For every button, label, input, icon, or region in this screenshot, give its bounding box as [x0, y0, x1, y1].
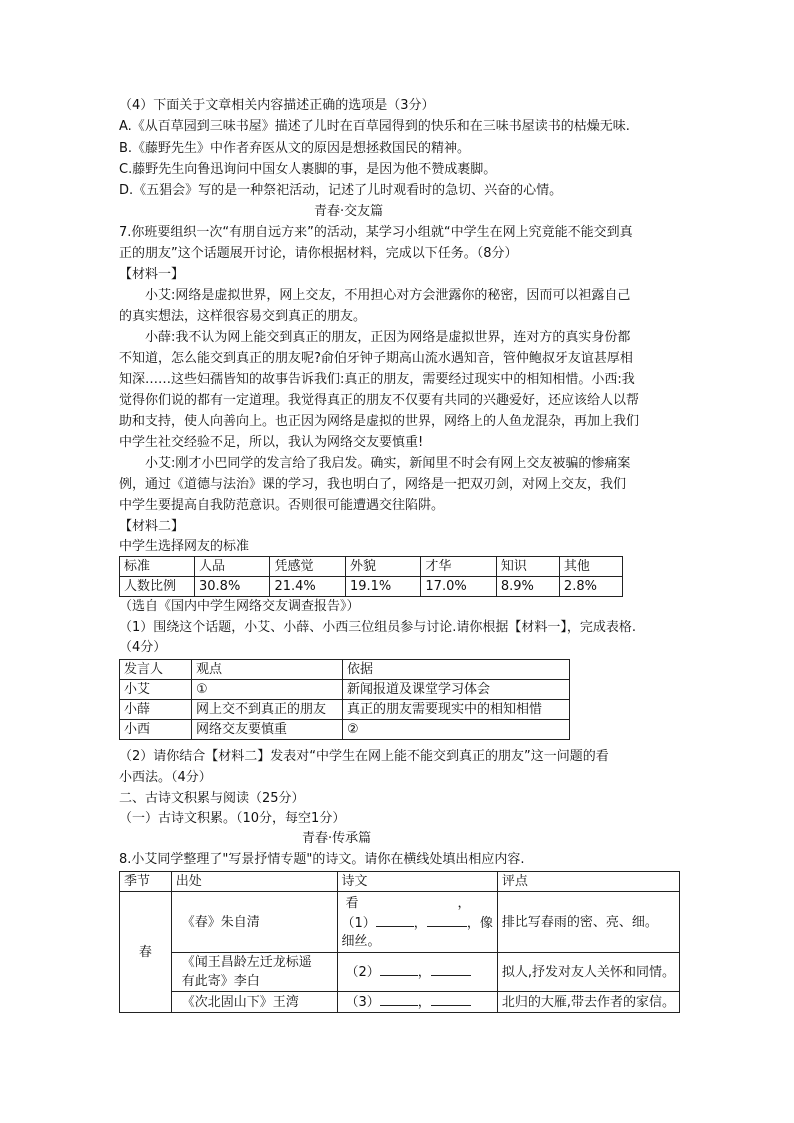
table-row [120, 660, 570, 680]
answer-blank-2[interactable]: ② [343, 720, 570, 740]
q7-stem-line2: 正的朋友”这个话题展开讨论，请你根据材料，完成以下任务。（8分） [119, 246, 518, 261]
table-cell: 凭感觉 [270, 557, 345, 577]
source-line: 《闻王昌龄左迁龙标遥 [181, 955, 312, 970]
poem-text: 看 [345, 895, 359, 911]
table-cell: 拟人,抒发对友人关怀和同情。 [497, 953, 679, 992]
material1-para2-line: 小薛:我不认为网上能交到真正的朋友，正因为网络是虚拟世界，连对方的真实身份都 [145, 330, 631, 345]
material1-para2-line: 中学生社交经验不足，所以，我认为网络交友要慎重! [119, 435, 424, 450]
q7-sub2-line2: 小西法。（4分） [119, 770, 212, 785]
part2-title: 二、古诗文积累与阅读（25分） [119, 791, 305, 806]
poem-text: （1） [341, 915, 376, 931]
material1-para2-line: 不知道，怎么能交到真正的朋友呢?俞伯牙钟子期高山流水遇知音，管仲鲍叔牙友谊甚厚相 [119, 351, 633, 366]
material1-para3-line: 例，通过《道德与法治》课的学习，我也明白了，网络是一把双刃剑，对网上交友，我们 [119, 477, 627, 492]
answer-blank-1[interactable]: ① [192, 680, 343, 700]
poem-text: （2） [345, 965, 380, 980]
table-cell: 小西 [120, 720, 192, 740]
table-cell: 21.4% [270, 577, 345, 597]
table-cell: 出处 [171, 872, 337, 892]
poem-cell-3 [337, 992, 497, 1013]
table-row [120, 892, 680, 953]
q4-option-d: D.《五猖会》写的是一种祭祀活动，记述了儿时观看时的急切、兴奋的心情。 [119, 183, 563, 198]
fill-blank[interactable] [376, 913, 414, 927]
table-cell: 30.8% [195, 577, 270, 597]
table-row [120, 557, 623, 577]
table-row [120, 680, 570, 700]
table-cell: 网络交友要慎重 [192, 720, 343, 740]
table-cell: 《春》朱自清 [171, 892, 337, 953]
table-cell: 外貌 [345, 557, 420, 577]
material1-title: 【材料一】 [119, 267, 185, 282]
table-cell: 其他 [559, 557, 622, 577]
table-cell: 《次北固山下》王湾 [171, 992, 337, 1013]
table-cell: 依据 [343, 660, 570, 680]
q4-option-a: A.《从百草园到三味书屋》描述了儿时在百草园得到的快乐和在三味书屋读书的枯燥无味. [119, 119, 630, 134]
material1-para3-line: 小艾:刚才小巴同学的发言给了我启发。确实，新闻里不时会有网上交友被骗的惨痛案 [145, 456, 631, 471]
poem-text: （3） [345, 995, 380, 1010]
source-line: 有此寄》李白 [181, 974, 260, 989]
table-cell: 北归的大雁,带去作者的家信。 [497, 992, 679, 1013]
view-table [119, 659, 570, 740]
fill-blank[interactable] [380, 962, 418, 976]
poem-cell-2 [337, 953, 497, 992]
table-cell: 8.9% [496, 577, 559, 597]
section-heading-heritage: 青春·传承篇 [302, 831, 372, 846]
stats-table [119, 556, 623, 597]
q7-sub1-line2: （4分） [119, 640, 167, 655]
poem-cell-1 [337, 892, 497, 953]
source-cell [171, 953, 337, 992]
poem-punct: ， [413, 915, 427, 931]
table-cell: 发言人 [120, 660, 192, 680]
material1-para2-line: 知深……这些妇孺皆知的故事告诉我们:真正的朋友，需要经过现实中的相知相惜。小西:我 [119, 372, 635, 387]
table-cell: 排比写春雨的密、亮、细。 [497, 892, 679, 953]
material1-para1-line: 的真实想法，这样很容易交到真正的朋友。 [119, 309, 367, 324]
q4-stem: （4）下面关于文章相关内容描述正确的选项是（3分） [119, 98, 435, 113]
material1-para2-line: 觉得你们说的都有一定道理。我觉得真正的朋友不仅要有共同的兴趣爱好，还应该给人以帮 [119, 393, 640, 408]
material1-para2-line: 助和支持，使人向善向上。也正因为网络是虚拟的世界，网络上的人鱼龙混杂，再加上我们 [119, 414, 640, 429]
survey-source: （选自《国内中学生网络交友调查报告》） [119, 599, 360, 614]
q8-stem: 8.小艾同学整理了"写景抒情专题"的诗文。请你在横线处填出相应内容. [119, 852, 525, 867]
part2-subtitle: （一）古诗文积累。（10分，每空1分） [119, 811, 346, 826]
table-cell: 小薛 [120, 700, 192, 720]
section-heading-friend: 青春·交友篇 [314, 204, 384, 219]
table-row [120, 992, 680, 1013]
table-cell: 网上交不到真正的朋友 [192, 700, 343, 720]
table-cell: 评点 [497, 872, 679, 892]
table-row [120, 872, 680, 892]
table-row [120, 953, 680, 992]
poem-text: 像 [479, 915, 493, 931]
poem-line: 细丝。 [341, 933, 381, 949]
q7-stem-line1: 7.你班要组织一次“有朋自远方来”的活动，某学习小组就“中学生在网上究竟能不能交到真 [119, 225, 633, 240]
poem-punct: ， [457, 895, 471, 911]
table-row [120, 700, 570, 720]
table-cell: 知识 [496, 557, 559, 577]
material1-para3-line: 中学生要提高自我防范意识。否则很可能遭遇交往陷阱。 [119, 498, 445, 513]
table-cell: 17.0% [421, 577, 496, 597]
stats-table-caption: 中学生选择网友的标准 [119, 539, 250, 554]
table-cell: 小艾 [120, 680, 192, 700]
q4-option-c: C.藤野先生向鲁迅询问中国女人裹脚的事，是因为他不赞成裹脚。 [119, 162, 497, 177]
table-row [120, 577, 623, 597]
q7-sub1-line1: （1）围绕这个话题，小艾、小薛、小西三位组员参与讨论.请你根据【材料一】，完成表格. [119, 620, 637, 635]
table-cell: 2.8% [559, 577, 622, 597]
poem-line [342, 913, 493, 932]
table-cell: 诗文 [337, 872, 497, 892]
fill-blank[interactable] [380, 992, 418, 1006]
table-cell: 人数比例 [120, 577, 195, 597]
table-cell: 新闻报道及课堂学习体会 [343, 680, 570, 700]
material1-para1-line: 小艾:网络是虚拟世界，网上交友，不用担心对方会泄露你的秘密，因而可以袒露自己 [145, 288, 631, 303]
poem-punct: ， [417, 965, 431, 980]
table-cell: 人品 [195, 557, 270, 577]
table-cell: 才华 [421, 557, 496, 577]
table-cell: 观点 [192, 660, 343, 680]
q4-option-b: B.《藤野先生》中作者弃医从文的原因是想拯救国民的精神。 [119, 141, 471, 156]
poem-punct: ， [466, 915, 480, 931]
fill-blank[interactable] [427, 913, 467, 927]
fill-blank[interactable] [431, 962, 471, 976]
season-cell: 春 [120, 892, 172, 1013]
fill-blank[interactable] [431, 992, 471, 1006]
poem-punct: ， [417, 995, 431, 1010]
table-cell: 标准 [120, 557, 195, 577]
table-row [120, 720, 570, 740]
poem-table [119, 871, 680, 1013]
table-cell: 季节 [120, 872, 172, 892]
table-cell: 真正的朋友需要现实中的相知相惜 [343, 700, 570, 720]
material2-title: 【材料二】 [119, 519, 185, 534]
q7-sub2-line1: （2）请你结合【材料二】发表对“中学生在网上能不能交到真正的朋友”这一问题的看 [119, 749, 609, 764]
table-cell: 19.1% [345, 577, 420, 597]
poem-line [342, 894, 493, 913]
